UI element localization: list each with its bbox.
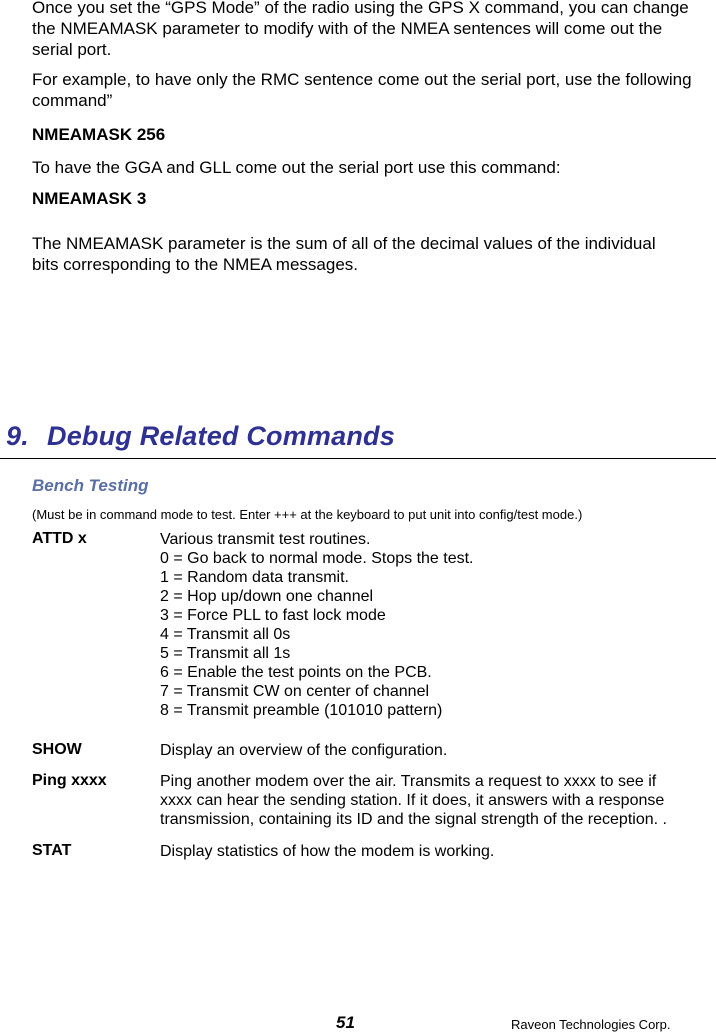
attd-line: 8 = Transmit preamble (101010 pattern) [160,702,443,719]
attd-line: 5 = Transmit all 1s [160,645,291,662]
command-example-256: NMEAMASK 256 [32,125,166,144]
command-show-description: Display an overview of the configuration. [160,742,448,759]
command-attd: ATTD x [32,530,87,547]
intro-paragraph-2: For example, to have only the RMC sentence come out the serial port, use the following command” [32,70,692,110]
command-example-3: NMEAMASK 3 [32,189,147,208]
ping-line: transmission, containing its ID and the signal strength of the reception. . [160,811,667,828]
attd-line: 6 = Enable the test points on the PCB. [160,664,432,681]
footer-company: Raveon Technologies Corp. [511,1017,671,1032]
section-number: 9. [6,421,29,451]
command-stat-description: Display statistics of how the modem is working. [160,843,495,860]
attd-line: 3 = Force PLL to fast lock mode [160,607,386,624]
ping-line: xxxx can hear the sending station. If it does, it answers with a response [160,792,665,809]
subsection-note: (Must be in command mode to test. Enter +++ at the keyboard to put unit into config/test mode.) [32,507,583,522]
command-ping: Ping xxxx [32,772,107,789]
attd-line: 7 = Transmit CW on center of channel [160,683,430,700]
attd-line: 1 = Random data transmit. [160,569,349,586]
attd-line: Various transmit test routines. [160,531,371,548]
intro-paragraph-1: Once you set the “GPS Mode” of the radio using the GPS X command, you can change the NMEAMASK parameter to modify with of the NMEA sentences will come out the serial port. [32,0,689,59]
section-title: Debug Related Commands [47,421,395,451]
attd-line: 4 = Transmit all 0s [160,626,291,643]
attd-line: 0 = Go back to normal mode. Stops the test. [160,550,474,567]
page-number: 51 [336,1013,355,1032]
subsection-title: Bench Testing [32,476,149,495]
command-stat: STAT [32,842,72,859]
intro-paragraph-3: To have the GGA and GLL come out the serial port use this command: [32,158,561,177]
intro-paragraph-4: The NMEAMASK parameter is the sum of all of the decimal values of the individual bits corresponding to the NMEA messages. [32,234,656,274]
section-heading [6,421,395,452]
section-divider [0,458,716,459]
command-attd-description [160,530,474,720]
command-show: SHOW [32,741,82,758]
command-ping-description [160,772,716,829]
ping-line: Ping another modem over the air. Transmits a request to xxxx to see if [160,773,657,790]
attd-line: 2 = Hop up/down one channel [160,588,374,605]
